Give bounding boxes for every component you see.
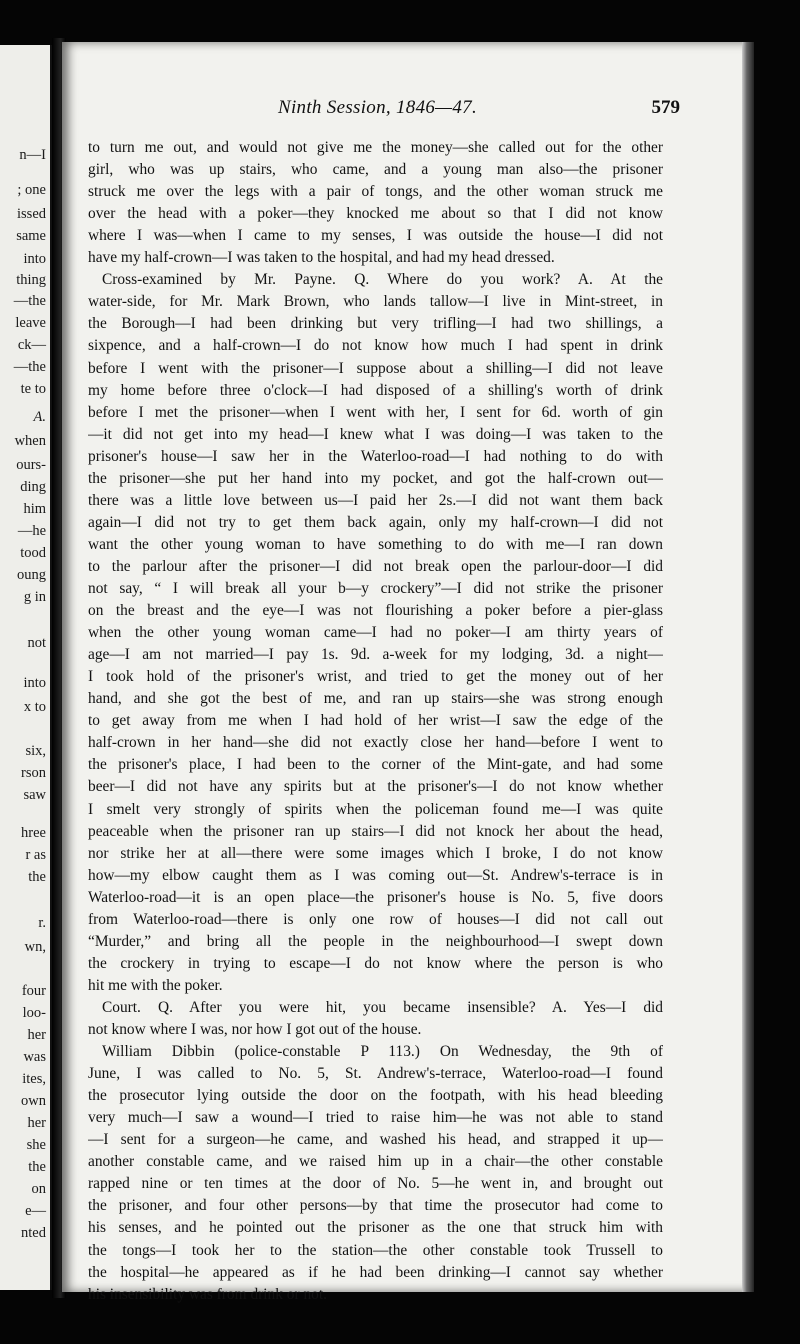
left-page-text-fragment: leave: [15, 315, 46, 331]
text-line: age—I am not married—I pay 1s. 9d. a-week for my lodging, 3d. a night—: [88, 646, 663, 663]
text-line: —I sent for a surgeon—he came, and washed his head, and strapped it up—: [88, 1131, 663, 1148]
left-page-text-fragment: four: [21, 983, 46, 999]
left-page-text-fragment: same: [16, 228, 46, 244]
text-line: nor strike her at all—there were some images which I broke, I do not know: [88, 845, 663, 862]
text-line: I took hold of the prisoner's wrist, and tried to get the money out of her: [88, 668, 663, 685]
left-page-text-fragment: ding: [20, 479, 46, 495]
text-line: the hospital—he appeared as if he had been drinking—I cannot say whether: [88, 1264, 663, 1281]
left-page-text-fragment: ites,: [22, 1071, 46, 1087]
text-line: the prisoner, and four other persons—by that time the prosecutor had come to: [88, 1197, 663, 1214]
text-line: from Waterloo-road—there is only one row of houses—I did not call out: [88, 911, 663, 928]
left-page-text-fragment: saw: [23, 787, 46, 803]
text-line: water-side, for Mr. Mark Brown, who lands tallow—I live in Mint-street, in: [88, 293, 663, 310]
text-line: June, I was called to No. 5, St. Andrew's-terrace, Waterloo-road—I found: [88, 1065, 663, 1082]
left-page-text-fragment: te to: [20, 381, 46, 397]
text-line: Court. Q. After you were hit, you became insensible? A. Yes—I did: [102, 999, 663, 1016]
text-line: Cross-examined by Mr. Payne. Q. Where do you work? A. At the: [102, 271, 663, 288]
left-page-text-fragment: r.: [38, 915, 46, 931]
text-line: the Borough—I had been drinking but very trifling—I had two shillings, a: [88, 315, 663, 332]
text-line: very much—I saw a wound—I tried to raise him—he was not able to stand: [88, 1109, 663, 1126]
text-line: the crockery in trying to escape—I do not know where the person is who: [88, 955, 663, 972]
text-line: before I went with the prisoner—I suppose about a shilling—I did not leave: [88, 360, 663, 377]
text-line: rapped nine or ten times at the door of No. 5—he went in, and brought out: [88, 1175, 663, 1192]
text-line: beer—I did not have any spirits but at the prisoner's—I do not know whether: [88, 778, 663, 795]
text-line: another constable came, and we raised him up in a chair—the other constable: [88, 1153, 663, 1170]
left-page-text-fragment: —he: [17, 523, 46, 539]
text-line: the prosecutor lying outside the door on the footpath, with his head bleeding: [88, 1087, 663, 1104]
left-page-text-fragment: oung: [17, 567, 46, 583]
left-page-text-fragment: rson: [21, 765, 46, 781]
left-page-text-fragment: nted: [21, 1225, 46, 1241]
text-line: not know where I was, nor how I got out of the house.: [88, 1021, 422, 1038]
text-line: where I was—when I came to my senses, I was outside the house—I did not: [88, 227, 663, 244]
left-page-text-fragment: —the: [13, 293, 46, 309]
left-page-text-fragment: wn,: [24, 939, 46, 955]
left-page-fragment: [0, 45, 53, 1290]
left-page-text-fragment: her: [27, 1115, 46, 1131]
left-page-text-fragment: her: [27, 1027, 46, 1043]
text-line: to turn me out, and would not give me the money—she called out for the other: [88, 139, 663, 156]
text-line: the prisoner—she put her hand into my pocket, and got the half-crown out—: [88, 470, 663, 487]
text-line: my home before three o'clock—I had disposed of a shilling's worth of drink: [88, 382, 663, 399]
left-page-text-fragment: not: [27, 635, 46, 651]
left-page-text-fragment: into: [23, 675, 46, 691]
text-line: girl, who was up stairs, who came, and a young man also—the prisoner: [88, 161, 663, 178]
text-line: again—I did not try to get them back again, only my half-crown—I did not: [88, 514, 663, 531]
left-page-text-fragment: into: [23, 251, 46, 267]
running-header: [270, 97, 690, 123]
text-line: peaceable when the prisoner ran up stairs—I did not knock her about the head,: [88, 823, 663, 840]
left-page-text-fragment: x to: [23, 699, 46, 715]
text-line: half-crown in her hand—she did not exactly close her hand—before I went to: [88, 734, 663, 751]
text-line: his insensibility was from drink or not.: [88, 1286, 327, 1303]
text-line: hand, and she got the best of me, and ran up stairs—she was strong enough: [88, 690, 663, 707]
header-title: Ninth Session, 1846—47.: [278, 97, 478, 118]
left-page-text-fragment: ours-: [16, 457, 46, 473]
text-line: how—my elbow caught them as I was coming out—St. Andrew's-terrace is in: [88, 867, 663, 884]
left-page-text-fragment: tood: [20, 545, 46, 561]
left-page-text-fragment: e—: [25, 1203, 46, 1219]
text-line: want the other young woman to have something to do with me—I ran down: [88, 536, 663, 553]
left-page-text-fragment: g in: [23, 589, 46, 605]
left-page-text-fragment: was: [23, 1049, 46, 1065]
text-line: on the breast and the eye—I was not flourishing a poker before a pier-glass: [88, 602, 663, 619]
left-page-text-fragment: six,: [25, 743, 46, 759]
text-line: to get away from me when I had hold of her wrist—I saw the edge of the: [88, 712, 663, 729]
text-line: when the other young woman came—I had no poker—I am thirty years of: [88, 624, 663, 641]
text-line: “Murder,” and bring all the people in the neighbourhood—I swept down: [88, 933, 663, 950]
page-number: 579: [651, 97, 680, 118]
text-line: I smelt very strongly of spirits when the policeman found me—I was quite: [88, 801, 663, 818]
text-line: his senses, and he pointed out the prisoner as the one that struck him with: [88, 1219, 663, 1236]
left-page-text-fragment: A.: [33, 409, 46, 425]
text-line: William Dibbin (police-constable P 113.) On Wednesday, the 9th of: [102, 1043, 663, 1060]
text-line: sixpence, and a half-crown—I do not know how much I had spent in drink: [88, 337, 663, 354]
text-line: not say, “ I will break all your b—y crockery”—I did not strike the prisoner: [88, 580, 663, 597]
left-page-text-fragment: when: [14, 433, 46, 449]
text-line: before I met the prisoner—when I went with her, I sent for 6d. worth of gin: [88, 404, 663, 421]
left-page-text-fragment: the: [28, 1159, 46, 1175]
text-line: over the head with a poker—they knocked me about so that I did not know: [88, 205, 663, 222]
text-line: the tongs—I took her to the station—the other constable took Trussell to: [88, 1242, 663, 1259]
text-line: —it did not get into my head—I knew what I was doing—I was taken to the: [88, 426, 663, 443]
left-page-text-fragment: she: [26, 1137, 46, 1153]
left-page-text-fragment: ; one: [17, 182, 46, 198]
left-page-text-fragment: hree: [21, 825, 46, 841]
text-line: prisoner's house—I saw her in the Waterloo-road—I had nothing to do with: [88, 448, 663, 465]
text-line: there was a little love between us—I paid her 2s.—I did not want them back: [88, 492, 663, 509]
text-line: Waterloo-road—it is an open place—the prisoner's house is No. 5, five doors: [88, 889, 663, 906]
left-page-text-fragment: r as: [25, 847, 46, 863]
text-line: hit me with the poker.: [88, 977, 223, 994]
left-page-text-fragment: ck—: [17, 337, 46, 353]
left-page-text-fragment: n—I: [19, 147, 46, 163]
page-edge: [742, 42, 754, 1292]
left-page-text-fragment: him: [23, 501, 46, 517]
text-line: to the parlour after the prisoner—I did not break open the parlour-door—I did: [88, 558, 663, 575]
left-page-text-fragment: issed: [17, 206, 46, 222]
left-page-text-fragment: —the: [13, 359, 46, 375]
left-page-text-fragment: the: [28, 869, 46, 885]
left-page-text-fragment: loo-: [22, 1005, 46, 1021]
text-line: the prisoner's place, I had been to the corner of the Mint-gate, and had some: [88, 756, 663, 773]
text-line: have my half-crown—I was taken to the hospital, and had my head dressed.: [88, 249, 555, 266]
left-page-text-fragment: own: [21, 1093, 46, 1109]
left-page-text-fragment: thing: [16, 272, 46, 288]
left-page-text-fragment: on: [31, 1181, 46, 1197]
text-line: struck me over the legs with a pair of tongs, and the other woman struck me: [88, 183, 663, 200]
